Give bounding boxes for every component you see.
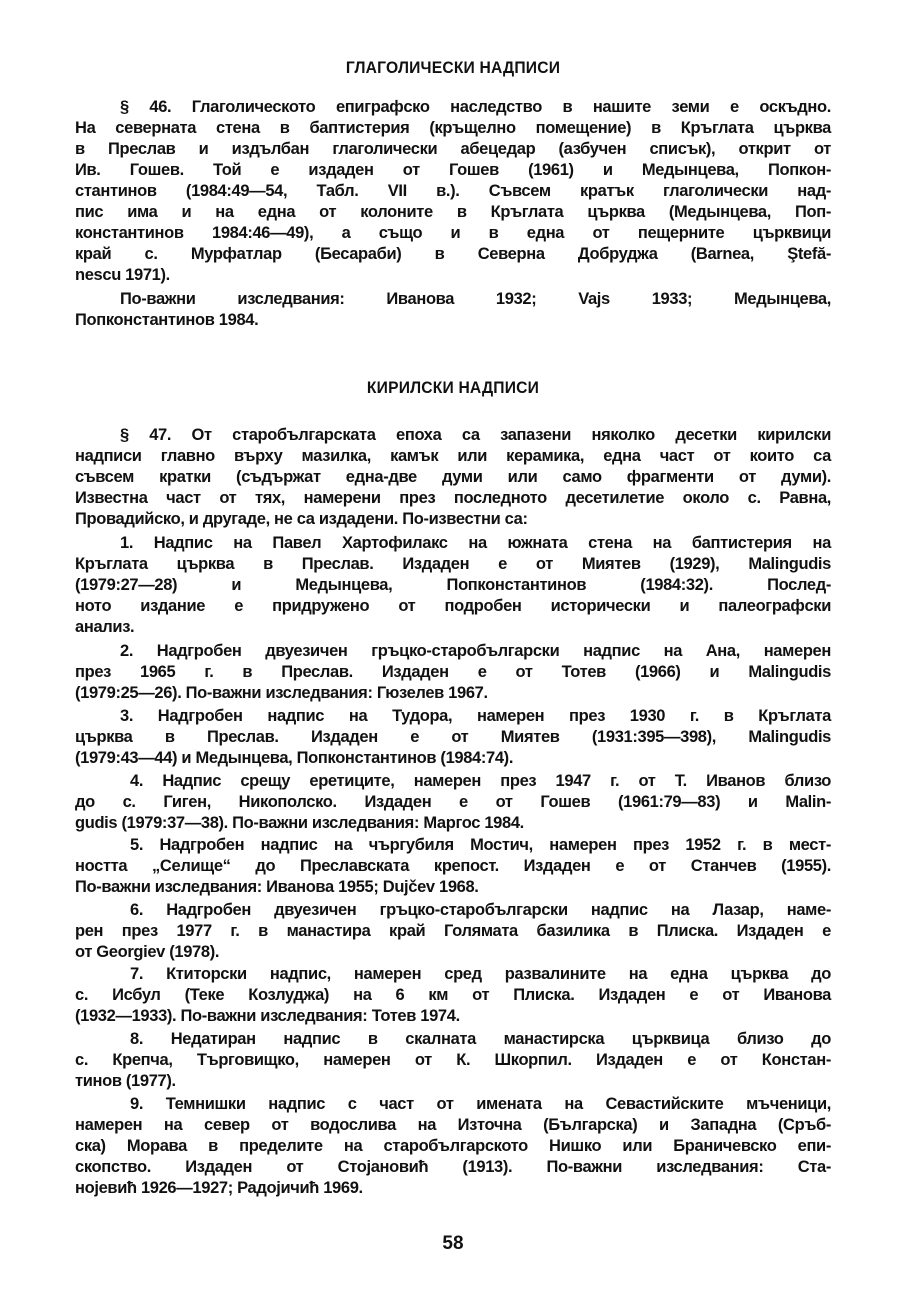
section-heading-cyrillic: КИРИЛСКИ НАДПИСИ xyxy=(366,378,540,397)
text-line: тинов (1977). xyxy=(75,1072,176,1090)
text-line: 3. Надгробен надпис на Тудора, намерен през 1930 г. в Кръглата xyxy=(120,707,831,725)
text-line: пис има и на една от колоните в Кръглата църква (Медынцева, Поп- xyxy=(75,203,831,221)
text-line: § 46. Глаголическото епиграфско наследство в нашите земи е оскъдно. xyxy=(120,98,831,116)
text-line: § 47. От старобългарската епоха са запазени няколко десетки кирилски xyxy=(120,426,831,444)
text-line: нојевић 1926—1927; Радојичић 1969. xyxy=(75,1179,363,1197)
text-line: gudis (1979:37—38). По-важни изследвания: Маргос 1984. xyxy=(75,814,524,832)
text-line: ното издание е придружено от подробен исторически и палеографски xyxy=(75,597,831,615)
text-line: Известна част от тях, намерени през последното десетилетие около с. Равна, xyxy=(75,489,831,507)
text-line: до с. Гиген, Никополско. Издаден е от Гошев (1961:79—83) и Malin- xyxy=(75,793,831,811)
text-line: 2. Надгробен двуезичен гръцко-старобългарски надпис на Ана, намерен xyxy=(120,642,831,660)
text-line: 4. Надпис срещу еретиците, намерен през 1947 г. от Т. Иванов близо xyxy=(130,772,831,790)
text-line: 1. Надпис на Павел Хартофилакс на южната стена на баптистерия на xyxy=(120,534,831,552)
text-line: ността „Селище“ до Преславската крепост. Издаден е от Станчев (1955). xyxy=(75,857,831,875)
text-line: надписи главно върху мазилка, камък или керамика, една част от които са xyxy=(75,447,831,465)
text-line: скопство. Издаден от Стојановић (1913). По-важни изследвания: Ста- xyxy=(75,1158,831,1176)
text-line: от Georgiev (1978). xyxy=(75,943,220,961)
section-heading-glagolitic: ГЛАГОЛИЧЕСКИ НАДПИСИ xyxy=(345,58,561,77)
text-line: 7. Ктиторски надпис, намерен сред развалините на една църква до xyxy=(130,965,831,983)
text-line: с. Крепча, Търговищко, намерен от К. Шкорпил. Издаден е от Констан- xyxy=(75,1051,831,1069)
text-line: nescu 1971). xyxy=(75,266,170,284)
text-line: църква в Преслав. Издаден е от Миятев (1931:395—398), Malingudis xyxy=(75,728,831,746)
text-line: с. Исбул (Теке Козлуджа) на 6 км от Плиска. Издаден е от Иванова xyxy=(75,986,831,1004)
text-line: анализ. xyxy=(75,618,135,636)
text-line: Ив. Гошев. Той е издаден от Гошев (1961) и Медынцева, Попкон- xyxy=(75,161,831,179)
text-line: през 1965 г. в Преслав. Издаден е от Тотев (1966) и Malingudis xyxy=(75,663,831,681)
text-line: съвсем кратки (съдържат една-две думи или само фрагменти от думи). xyxy=(75,468,831,486)
text-line: (1979:27—28) и Медынцева, Попконстантинов (1984:32). Послед- xyxy=(75,576,831,594)
text-line: На северната стена в баптистерия (кръщелно помещение) в Кръглата църква xyxy=(75,119,831,137)
text-line: рен през 1977 г. в манастира край Голямата базилика в Плиска. Издаден е xyxy=(75,922,831,940)
text-line: (1932—1933). По-важни изследвания: Тотев 1974. xyxy=(75,1007,460,1025)
page-number: 58 xyxy=(442,1233,464,1254)
text-line: константинов 1984:46—49), а също и в една от пещерните църквици xyxy=(75,224,831,242)
text-line: в Преслав и издълбан глаголически абецедар (азбучен списък), открит от xyxy=(75,140,831,158)
text-line: Кръглата църква в Преслав. Издаден е от Миятев (1929), Malingudis xyxy=(75,555,831,573)
text-line: (1979:43—44) и Медынцева, Попконстантинов (1984:74). xyxy=(75,749,514,767)
text-line: Провадийско, и другаде, не са издадени. По-известни са: xyxy=(75,510,528,528)
text-line: 9. Темнишки надпис с част от имената на Севастийските мъченици, xyxy=(130,1095,831,1113)
text-line: ска) Морава в пределите на старобългарското Нишко или Браничевско епи- xyxy=(75,1137,831,1155)
text-line: край с. Мурфатлар (Бесараби) в Северна Добруджа (Barnea, Ştefă- xyxy=(75,245,831,263)
text-line: 8. Недатиран надпис в скалната манастирска църквица близо до xyxy=(130,1030,831,1048)
text-line: (1979:25—26). По-важни изследвания: Гюзелев 1967. xyxy=(75,684,488,702)
text-line: стантинов (1984:49—54, Табл. VII в.). Съвсем кратък глаголически над- xyxy=(75,182,831,200)
text-line: По-важни изследвания: Иванова 1955; Dujčev 1968. xyxy=(75,878,479,896)
text-line: Попконстантинов 1984. xyxy=(75,311,259,329)
text-line: 6. Надгробен двуезичен гръцко-старобългарски надпис на Лазар, наме- xyxy=(130,901,831,919)
text-line: намерен на север от водослива на Източна (Българска) и Западна (Сръб- xyxy=(75,1116,831,1134)
text-line: По-важни изследвания: Иванова 1932; Vajs 1933; Медынцева, xyxy=(120,290,831,308)
text-line: 5. Надгробен надпис на чъргубиля Мостич, намерен през 1952 г. в мест- xyxy=(130,836,831,854)
